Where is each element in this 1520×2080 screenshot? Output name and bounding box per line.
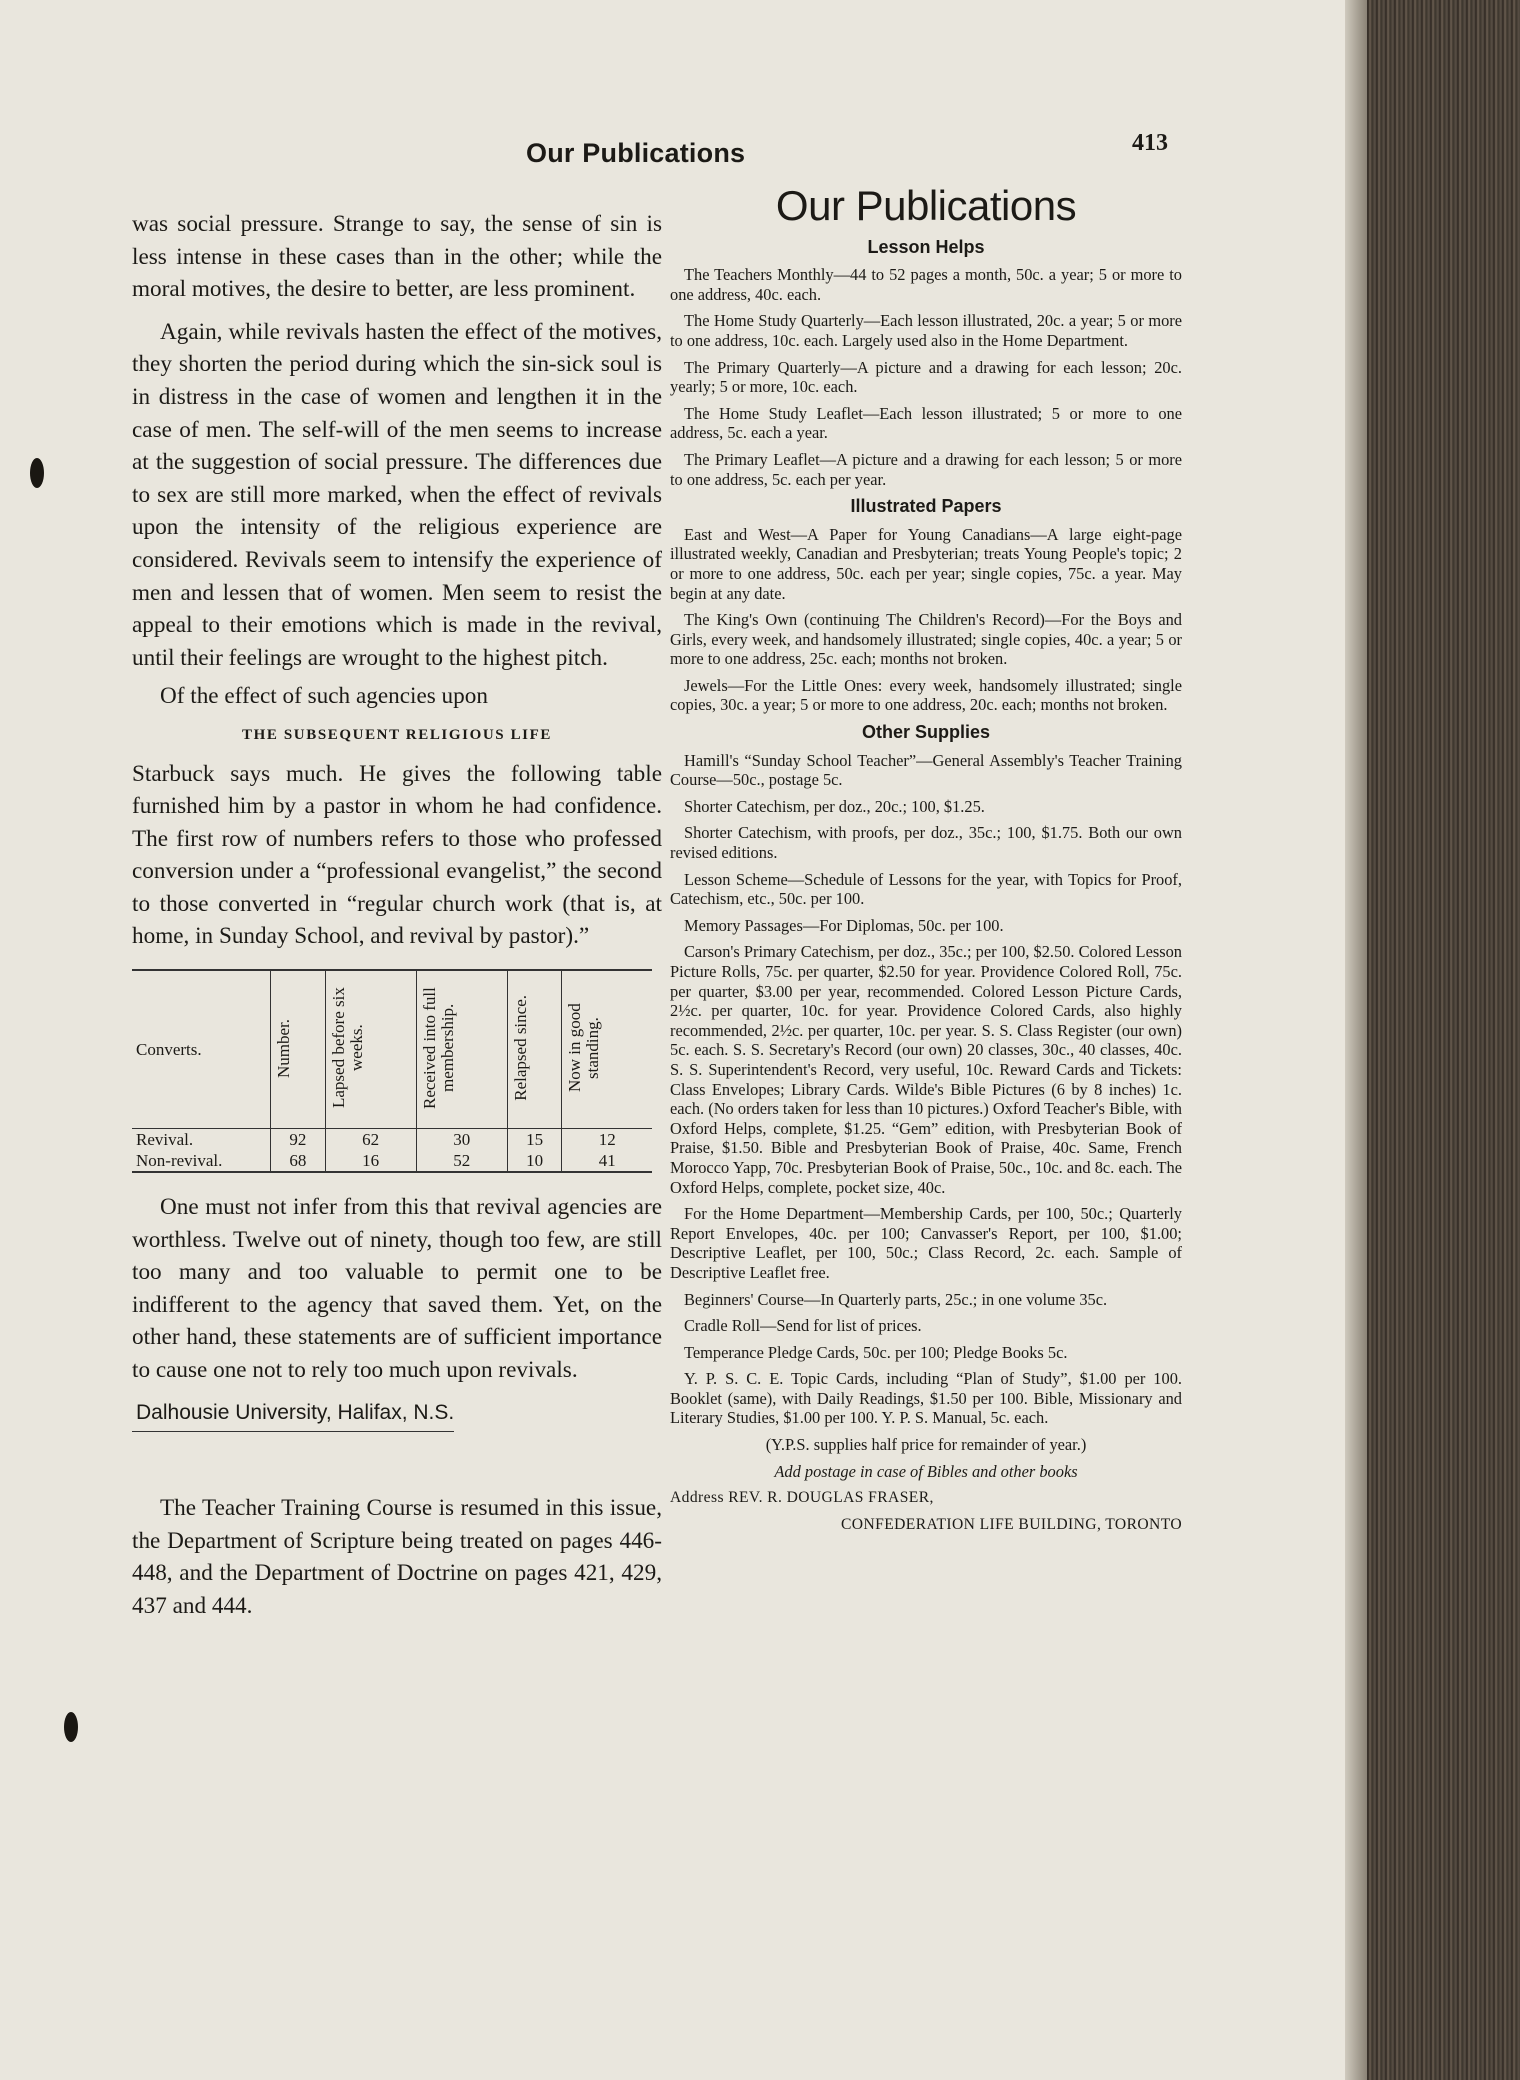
table-header: Now in good standing. [562, 970, 652, 1129]
table-cell: 15 [507, 1129, 562, 1151]
table-row [132, 1150, 652, 1172]
table-cell: 12 [562, 1129, 652, 1151]
list-item: Temperance Pledge Cards, 50c. per 100; Pledge Books 5c. [684, 1342, 1068, 1362]
paragraph: was social pressure. Strange to say, the sense of sin is less intense in these cases than in the other; while the moral motives, the desire to better, are less prominent. [132, 211, 662, 303]
table-cell: Revival. [136, 1130, 194, 1150]
table-cell: 16 [325, 1150, 416, 1172]
list-item: Y. P. S. C. E. Topic Cards, including “Plan of Study”, $1.00 per 100. Booklet (same), with Daily Readings, $1.50 per 100. Bible, Missionary and Literary Studies, $1.00 per 100. Y. P. S. Manual, 5c. each. [670, 1369, 1182, 1428]
table-cell: 92 [271, 1129, 326, 1151]
list-item: Beginners' Course—In Quarterly parts, 25c.; in one volume 35c. [684, 1289, 1108, 1309]
right-column [670, 182, 1182, 1541]
section-heading: Lesson Helps [867, 236, 985, 257]
list-item: Memory Passages—For Diplomas, 50c. per 100. [684, 915, 1004, 935]
converts-table [132, 969, 652, 1173]
left-column [132, 208, 662, 1623]
table-row [132, 1129, 652, 1151]
table-header: Converts. [136, 1040, 202, 1060]
list-item: The Home Study Quarterly—Each lesson illustrated, 20c. a year; 5 or more to one address, 10c. each. Largely used also in the Home Department. [670, 311, 1182, 350]
table-cell: Non-revival. [136, 1151, 223, 1171]
paragraph: Of the effect of such agencies upon [160, 683, 488, 710]
table-cell: 52 [416, 1150, 507, 1172]
running-head: Our Publications [526, 138, 746, 168]
list-item: The Home Study Leaflet—Each lesson illustrated; 5 or more to one address, 5c. each a year. [670, 403, 1182, 443]
table-cell: 62 [325, 1129, 416, 1151]
postage-note: Add postage in case of Bibles and other books [774, 1461, 1078, 1481]
publications-title: Our Publications [775, 182, 1077, 229]
list-item: Cradle Roll—Send for list of prices. [684, 1316, 922, 1336]
supplies-note: (Y.P.S. supplies half price for remainder of year.) [765, 1435, 1087, 1455]
section-heading: Other Supplies [861, 722, 991, 743]
list-item: The Primary Leaflet—A picture and a drawing for each lesson; 5 or more to one address, 5c. each per year. [670, 449, 1182, 489]
list-item: The King's Own (continuing The Children's Record)—For the Boys and Girls, every week, and handsomely illustrated; single copies, 40c. a year; 5 or more to one address, 25c. each; months not broken. [670, 610, 1182, 669]
paragraph: Starbuck says much. He gives the following table furnished him by a pastor in whom he had confidence. The first row of numbers refers to those who professed conversion under a “professional evangelist,” the second to those converted in “regular church work (that is, at home, in Sunday School, and revival by pastor).” [132, 760, 662, 950]
list-item: The Primary Quarterly—A picture and a drawing for each lesson; 20c. yearly; 5 or more, 10c. each. [670, 357, 1182, 397]
training-course-note: The Teacher Training Course is resumed in this issue, the Department of Scripture being treated on pages 446-448, and the Department of Doctrine on pages 421, 429, 437 and 444. [132, 1495, 662, 1619]
address-line: Address REV. R. DOUGLAS FRASER, [670, 1489, 934, 1507]
paragraph: Again, while revivals hasten the effect of the motives, they shorten the period during which the sin-sick soul is in distress in the case of women and lengthen it in the case of men. The self-will of the men seems to increase at the suggestion of social pressure. The differences due to sex are still more marked, when the effect of revivals upon the intensity of the religious experience are considered. Revivals seem to intensify the experience of men and lessen that of women. Men seem to resist the appeal to their emotions which is made in the revival, until their feelings are wrought to the highest pitch. [132, 318, 662, 671]
list-item: Shorter Catechism, with proofs, per doz., 35c.; 100, $1.75. Both our own revised editions. [670, 823, 1182, 863]
table-header: Relapsed since. [507, 970, 562, 1129]
list-item: Lesson Scheme—Schedule of Lessons for the year, with Topics for Proof, Catechism, etc., 50c. per 100. [670, 869, 1182, 909]
list-item: Jewels—For the Little Ones: every week, handsomely illustrated; single copies, 30c. a year; 5 or more to one address, 20c. each; months not broken. [670, 675, 1182, 715]
list-item: Shorter Catechism, per doz., 20c.; 100, $1.25. [684, 796, 985, 816]
paragraph: One must not infer from this that revival agencies are worthless. Twelve out of ninety, though too few, are still too many and too valuable to permit one to be indifferent to the agency that saved them. Yet, on the other hand, these statements are of sufficient importance to cause one not to rely too much upon revivals. [132, 1194, 662, 1384]
book-page-edges [1345, 0, 1520, 2080]
binder-hole-top [30, 458, 44, 488]
subheading: THE SUBSEQUENT RELIGIOUS LIFE [242, 726, 552, 743]
table-header: Lapsed before six weeks. [325, 970, 416, 1129]
list-item: The Teachers Monthly—44 to 52 pages a month, 50c. a year; 5 or more to one address, 40c. each. [670, 265, 1182, 304]
table-header: Number. [271, 970, 326, 1129]
list-item: For the Home Department—Membership Cards, per 100, 50c.; Quarterly Report Envelopes, 40c. per 100; Canvasser's Report, per 100, $1.00; Descriptive Leaflet, per 100, 50c.; Class Record, 2c. each. Sample of Descriptive Leaflet free. [670, 1204, 1182, 1282]
table-cell: 10 [507, 1150, 562, 1172]
page-gutter-shadow [1345, 0, 1367, 2080]
binder-hole-bottom [64, 1712, 78, 1742]
address-line: CONFEDERATION LIFE BUILDING, TORONTO [841, 1515, 1182, 1533]
section-heading: Illustrated Papers [850, 496, 1002, 517]
table-header: Received into full membership. [416, 970, 507, 1129]
list-item: Carson's Primary Catechism, per doz., 35c.; per 100, $2.50. Colored Lesson Picture Rolls, 75c. per quarter, $2.50 for year. Providence Colored Roll, 75c. per quarter, $3.00 per year, recommended. Colored Lesson Picture Cards, 2½c. per quarter, 10c. for year. Providence Colored Cards, also highly recommended, 2½c. per quarter, 10c. per year. S. S. Class Register (our own) 5c. each. S. S. Secretary's Record (our own) 20 classes, 30c., 40 classes, 40c. S. S. Superintendent's Record, very useful, 10c. Reward Cards and Tickets: Class Envelopes; Library Cards. Wilde's Bible Pictures (6 by 8 inches) 1c. each. (No orders taken for less than 10 pictures.) Oxford Teacher's Bible, with Oxford Helps, complete, $1.25. “Gem” edition, with Presbyterian Book of Praise, $1.50. Bible and Presbyterian Book of Praise, 40c. Same, French Morocco Yapp, 70c. Presbyterian Book of Praise, 50c., 10c. and 8c. each. The Oxford Helps, complete, pocket size, 40c. [670, 942, 1182, 1197]
table-cell: 41 [562, 1150, 652, 1172]
page-number: 413 [1132, 130, 1168, 156]
list-item: East and West—A Paper for Young Canadians—A large eight-page illustrated weekly, Canadian and Presbyterian; treats Young People's topic; 2 or more to one address, 50c. each per year; single copies, 75c. a year. May begin at any date. [670, 524, 1182, 603]
signature-line: Dalhousie University, Halifax, N.S. [132, 1397, 454, 1433]
list-item: Hamill's “Sunday School Teacher”—General Assembly's Teacher Training Course—50c., postage 5c. [670, 750, 1182, 790]
table-cell: 30 [416, 1129, 507, 1151]
table-cell: 68 [271, 1150, 326, 1172]
